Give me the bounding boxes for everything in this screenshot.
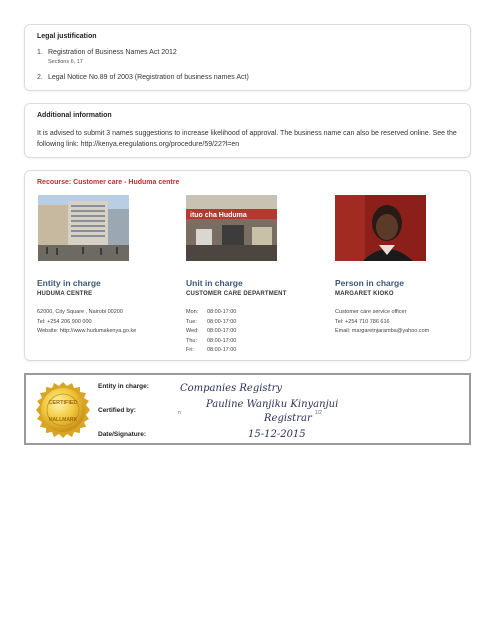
legal-item bbox=[37, 73, 458, 82]
person-name: MARGARET KIOKO bbox=[335, 291, 394, 297]
entity-phone: Tel: +254 206 900 000 bbox=[37, 318, 92, 325]
hours-day: Thu: bbox=[186, 337, 198, 344]
legal-item-sections: Sections 6, 17 bbox=[48, 59, 83, 65]
person-role: Customer care service officer bbox=[335, 309, 407, 315]
hours-row bbox=[186, 327, 321, 337]
entity-contact-details bbox=[37, 308, 172, 337]
svg-text:Pauline Wanjiku Kinyanjui: Pauline Wanjiku Kinyanjui bbox=[206, 399, 339, 410]
seal-bottom-text: HALLMARK bbox=[48, 417, 78, 423]
legal-item-number: 2. bbox=[37, 74, 43, 81]
hours-time: 08:00-17:00 bbox=[207, 347, 237, 354]
additional-information-title: Additional information bbox=[37, 112, 112, 119]
hours-time: 08:00-17:00 bbox=[207, 318, 237, 325]
entity-in-charge-label: Entity in charge: bbox=[98, 383, 149, 390]
entity-in-charge-column bbox=[37, 195, 172, 337]
legal-item-number: 1. bbox=[37, 49, 43, 56]
certified-seal-icon bbox=[34, 381, 92, 439]
legal-list bbox=[37, 48, 458, 82]
hours-row bbox=[186, 337, 321, 347]
legal-item bbox=[37, 48, 458, 67]
seal-top-text: CERTIFIED bbox=[48, 400, 78, 406]
person-contact-details bbox=[335, 308, 470, 337]
certification-block bbox=[24, 373, 471, 445]
additional-information-card bbox=[24, 103, 471, 158]
person-email: Email: margaretnjaramba@yahoo.com bbox=[335, 328, 430, 335]
hours-day: Fri: bbox=[186, 347, 194, 354]
unit-in-charge-column bbox=[186, 195, 321, 356]
person-in-charge-column bbox=[335, 195, 470, 337]
hours-row bbox=[186, 308, 321, 318]
additional-information-text: It is advised to submit 3 names suggestions to increase likelihood of approval. The business name can also be reserved online. See the following link: http://kenya.eregulations.org/procedure/59/22?l=en bbox=[37, 130, 457, 148]
opening-hours bbox=[186, 308, 321, 356]
person-phone: Tel: +254 710 786 616 bbox=[335, 318, 390, 325]
entity-address: 62000, City Square , Nairobi 00200 bbox=[37, 309, 123, 315]
handwritten-signature bbox=[176, 377, 356, 443]
unit-name: CUSTOMER CARE DEPARTMENT bbox=[186, 291, 287, 297]
entity-name: HUDUMA CENTRE bbox=[37, 291, 93, 297]
hours-time: 08:00-17:00 bbox=[207, 337, 237, 344]
legal-item-text: Registration of Business Names Act 2012 bbox=[48, 49, 177, 56]
signature-mark-n: n bbox=[178, 410, 181, 416]
legal-item-text: Legal Notice No.89 of 2003 (Registration of business names Act) bbox=[48, 74, 249, 81]
recourse-title: Recourse: Customer care - Huduma centre bbox=[37, 179, 180, 186]
hours-day: Mon: bbox=[186, 309, 199, 315]
customer-care-office-photo bbox=[186, 195, 277, 261]
person-in-charge-heading: Person in charge bbox=[335, 278, 404, 288]
hours-time: 08:00-17:00 bbox=[207, 309, 237, 315]
unit-in-charge-heading: Unit in charge bbox=[186, 278, 243, 288]
signature-mark-page: 1/2 bbox=[315, 410, 322, 416]
svg-text:Companies Registry: Companies Registry bbox=[180, 383, 283, 394]
entity-in-charge-heading: Entity in charge bbox=[37, 278, 101, 288]
svg-text:ituo cha Huduma: ituo cha Huduma bbox=[190, 212, 247, 219]
hours-day: Tue: bbox=[186, 318, 197, 325]
certified-by-label: Certified by: bbox=[98, 407, 136, 414]
date-signature-label: Date/Signature: bbox=[98, 431, 147, 438]
hours-row bbox=[186, 318, 321, 328]
person-photo bbox=[335, 195, 426, 261]
huduma-centre-building-photo bbox=[38, 195, 129, 261]
certification-labels bbox=[98, 383, 149, 455]
legal-justification-card bbox=[24, 24, 471, 91]
hours-row bbox=[186, 346, 321, 356]
hours-day: Wed: bbox=[186, 328, 199, 335]
legal-justification-title: Legal justification bbox=[37, 33, 97, 40]
entity-website: Website: http://www.hudumakenya.go.ke bbox=[37, 328, 137, 335]
recourse-card bbox=[24, 170, 471, 361]
svg-text:Registrar: Registrar bbox=[264, 413, 312, 424]
svg-text:15-12-2015: 15-12-2015 bbox=[248, 429, 306, 440]
hours-time: 08:00-17:00 bbox=[207, 328, 237, 335]
